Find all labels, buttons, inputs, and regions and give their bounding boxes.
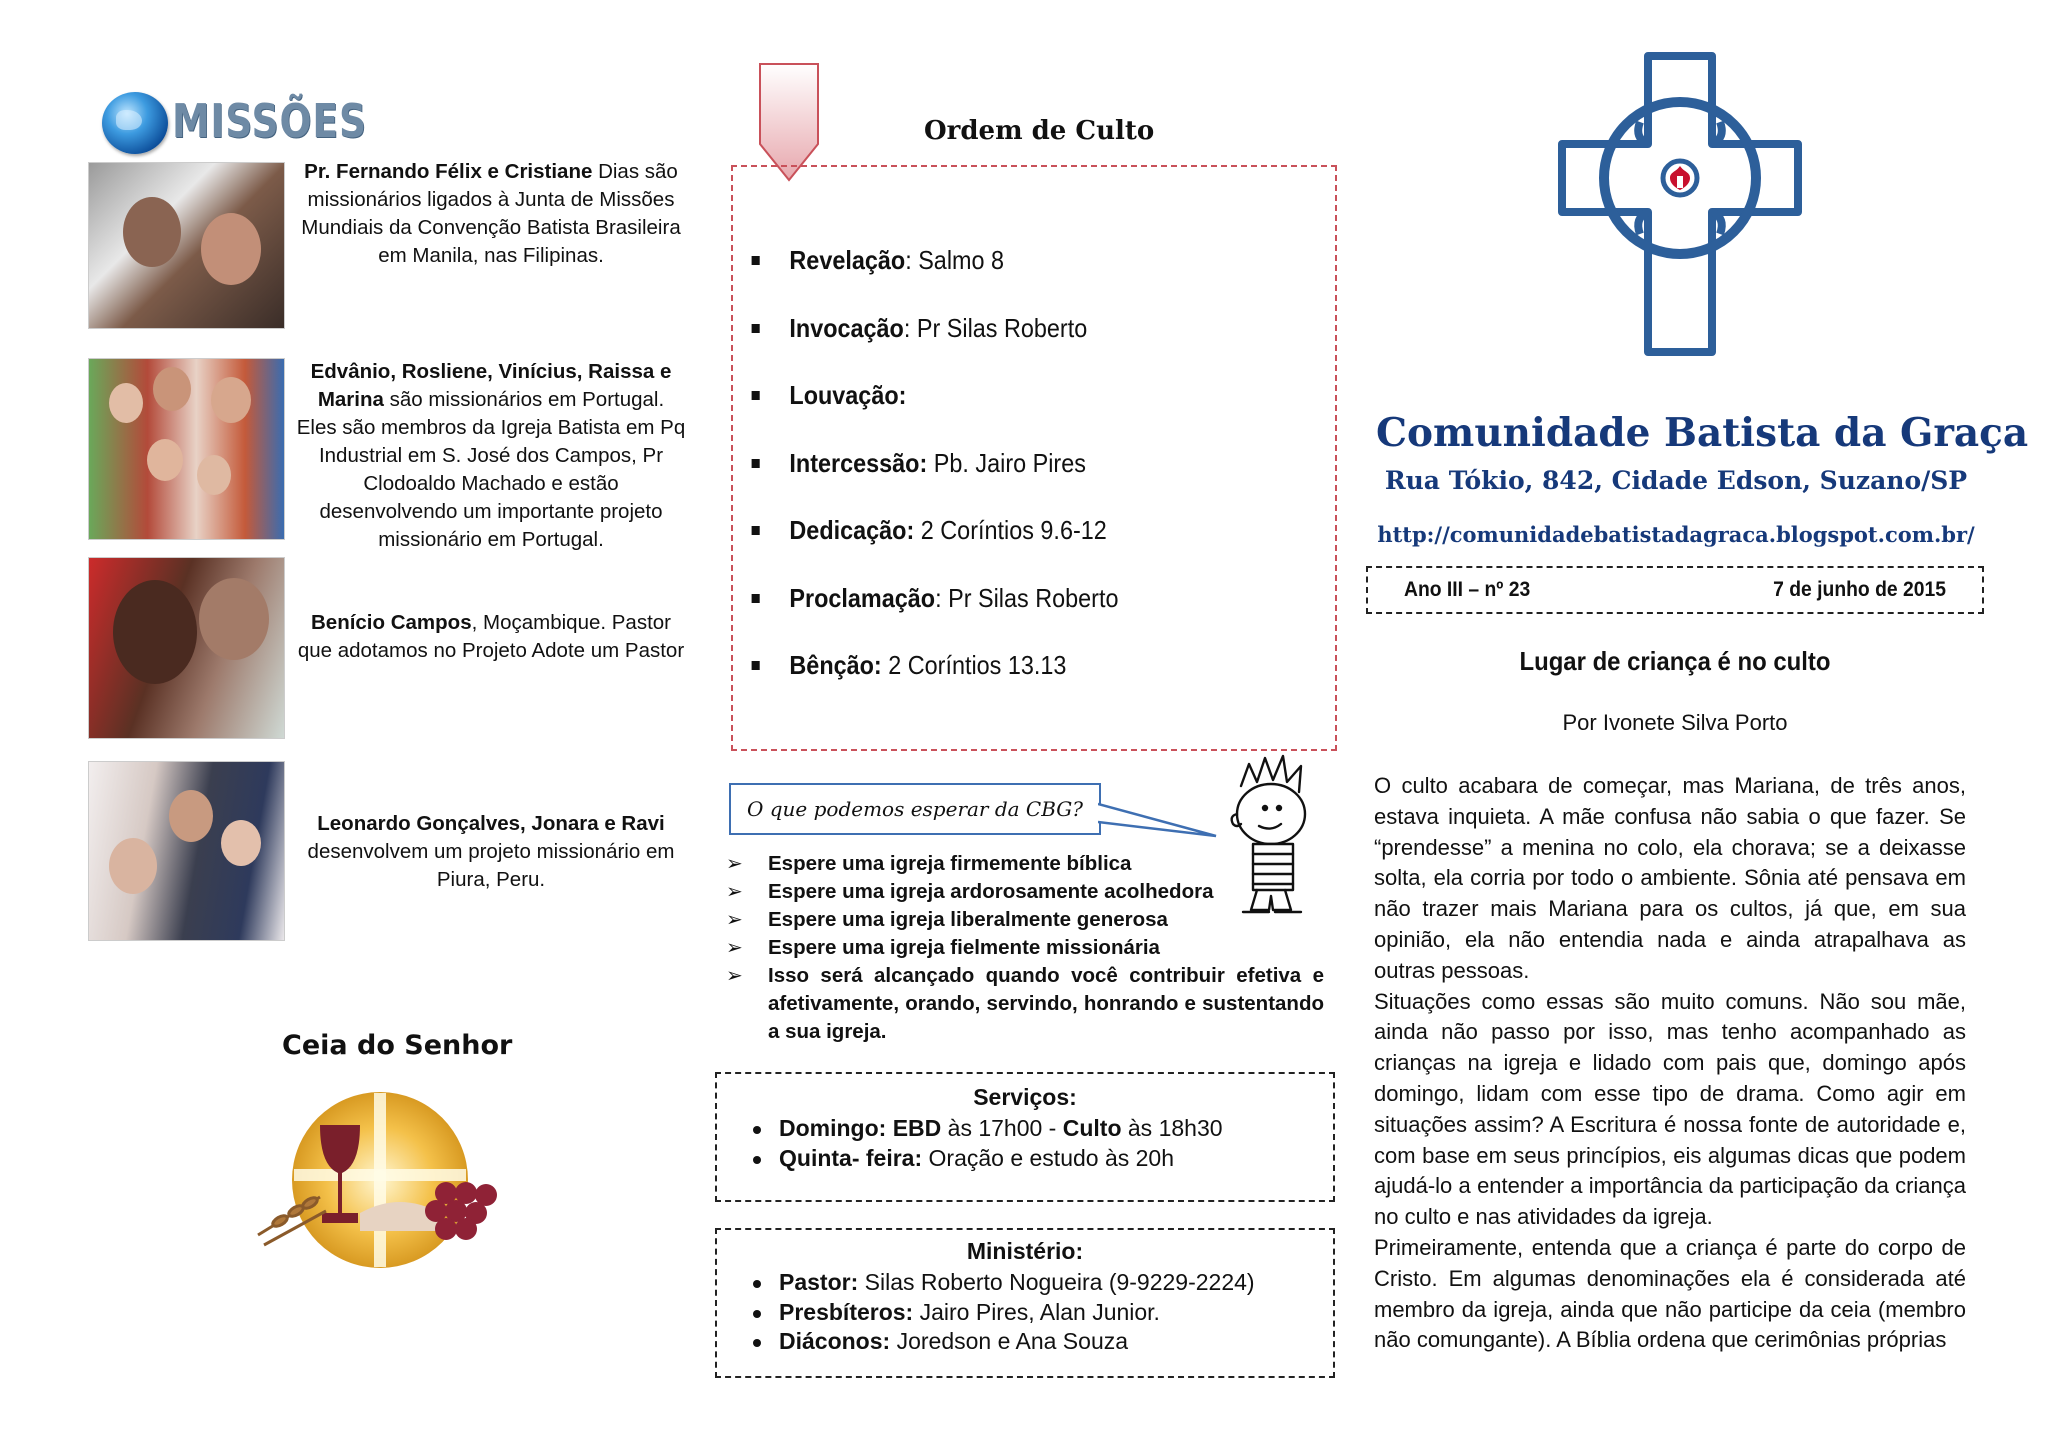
article-title: Lugar de criança é no culto [1519, 646, 1831, 676]
ordem-item-value: Pr Silas Roberto [916, 312, 1088, 343]
missionary-photo-3 [88, 557, 285, 739]
speech-bubble-text: O que podemos esperar da CBG? [746, 797, 1084, 821]
ordem-item [748, 445, 1252, 513]
servicos-part: Culto [1062, 1115, 1122, 1141]
ordem-item-label: Revelação [789, 245, 906, 275]
ministerio-list [735, 1268, 1325, 1357]
expect-item: ➢ Espere uma igreja fielmente missionária [724, 934, 1324, 962]
ordem-item-label: Proclamação [789, 582, 936, 613]
communion-icon [250, 1085, 510, 1275]
expect-item: ➢ Espere uma igreja firmemente bíblica [724, 850, 1324, 878]
expect-item: ➢ Espere uma igreja ardorosamente acolhedora [724, 878, 1324, 906]
ministerio-label: Pastor: [779, 1269, 859, 1295]
ordem-item [748, 242, 1252, 310]
ordem-item [748, 512, 1252, 580]
missionary-bio-2 [296, 358, 686, 554]
church-url-link[interactable]: http://comunidadebatistadagraca.blogspot.com.br/ [1377, 522, 1975, 547]
missionary-bio-1 [296, 158, 686, 270]
celtic-cross-logo [1540, 50, 1820, 360]
ministerio-item [735, 1327, 1325, 1357]
ordem-item-label: Intercessão: [789, 447, 928, 478]
missionary-name: Benício Campos [310, 611, 472, 634]
globe-icon [102, 92, 168, 154]
missionary-name: Pr. Fernando Félix e Cristiane [304, 160, 593, 183]
missionary-photo-1 [88, 162, 285, 329]
missionary-name: Leonardo Gonçalves, Jonara e Ravi [317, 812, 665, 835]
servicos-list [735, 1114, 1325, 1173]
speech-bubble-tail [1098, 800, 1218, 840]
missionary-text: , Moçambique. Pastor que adotamos no Projeto Adote um Pastor [297, 611, 685, 662]
ordem-item-sep: : [905, 245, 919, 275]
servicos-part: Domingo: EBD [779, 1115, 942, 1141]
article-author: Por Ivonete Silva Porto [1562, 710, 1788, 735]
servicos-item [735, 1144, 1325, 1174]
missionary-text: desenvolvem um projeto missionário em Piura, Peru. [307, 840, 675, 891]
servicos-item [735, 1114, 1325, 1144]
edition-date: 7 de junho de 2015 [1773, 578, 1946, 601]
bookmark-icon [756, 62, 822, 182]
ordem-item-sep: : [935, 582, 949, 613]
ordem-item-label: Bênção: [789, 650, 882, 680]
ordem-item [748, 377, 1252, 445]
ministerio-value: Joredson e Ana Souza [890, 1328, 1129, 1354]
church-address: Rua Tókio, 842, Cidade Edson, Suzano/SP [1384, 466, 1968, 495]
ordem-item-value: 2 Coríntios 9.6-12 [920, 515, 1107, 545]
missionary-bio-3 [296, 609, 686, 665]
ordem-item-value: Salmo 8 [918, 245, 1005, 275]
missionary-text: Dias são missionários ligados à Junta de Missões Mundiais da Convenção Batista Brasileira em Manila, nas Filipinas. [301, 160, 681, 267]
edition-number: Ano III – nº 23 [1404, 578, 1531, 601]
servicos-part: Oração e estudo às 20h [922, 1144, 1175, 1171]
ceia-title: Ceia do Senhor [282, 1030, 513, 1061]
article-paragraph: O culto acabara de começar, mas Mariana, de três anos, estava inquieta. A mãe confusa não sabia o que fazer. Se “prendesse” a menina no colo, ela chorava; se a deixasse solta, ela corria por todo o ambiente. Sônia até pensava em não trazer mais Mariana para os cultos, já que, em sua opinião, ela não entendia nada e ainda atrapalhava as outras pessoas. [1374, 773, 1966, 983]
ministerio-title: Ministério: [966, 1238, 1084, 1264]
article-paragraph: Primeiramente, entenda que a criança é parte do corpo de Cristo. Em algumas denominações ela é considerada até membro da igreja, ainda que não participe da ceia (membro não comungante). A Bíblia ordena que cerimônias próprias [1374, 1234, 1966, 1353]
servicos-part: às 18h30 [1121, 1115, 1223, 1141]
ordem-item-sep: : [903, 312, 917, 343]
ordem-item [748, 580, 1252, 648]
article-paragraph: Situações como essas são muito comuns. Não sou mãe, ainda não passo por isso, mas tenho acompanhado as crianças na igreja e lidado com pais que, domingo após domingo, lidam com esse tipo de drama. Como agir em situações assim? A Escritura é nossa fonte de autoridade e, com base em seus princípios, eis algumas dicas que podem ajudá-lo a entender a importância da participação da criança no culto e nas atividades da igreja. [1374, 988, 1966, 1230]
servicos-box [715, 1072, 1335, 1202]
missoes-logo [100, 88, 367, 158]
ordem-de-culto-title: Ordem de Culto [924, 116, 1155, 146]
ordem-item [748, 310, 1252, 378]
missionary-photo-2 [88, 358, 285, 540]
expect-list [724, 850, 1324, 1046]
article-body [1374, 771, 1966, 1356]
ordem-item-value: Pr Silas Roberto [948, 582, 1119, 613]
ordem-item-label: Invocação [789, 312, 904, 343]
servicos-part: às 17h00 - [941, 1115, 1063, 1141]
ministerio-value: Jairo Pires, Alan Junior. [913, 1298, 1160, 1325]
missionary-photo-4 [88, 761, 285, 941]
ordem-item [748, 647, 1252, 715]
missoes-logo-text: MISSÕES [172, 94, 367, 148]
ordem-de-culto-list [748, 242, 1308, 715]
missionary-bio-4 [296, 810, 686, 894]
servicos-title: Serviços: [973, 1084, 1077, 1110]
expect-item: ➢ Espere uma igreja liberalmente generosa [724, 906, 1324, 934]
ministerio-item [735, 1298, 1325, 1328]
ordem-item-label: Dedicação: [789, 515, 915, 545]
servicos-part: Quinta- feira: [779, 1144, 923, 1171]
missionary-text: são missionários em Portugal. Eles são membros da Igreja Batista em Pq Industrial em S. José dos Campos, Pr Clodoaldo Machado e estão desenvolvendo um importante projeto missionário em Portugal. [296, 388, 686, 551]
missionary-name: Edvânio, Rosliene, Vinícius, Raissa e Marina [310, 360, 672, 411]
ordem-item-value: Pb. Jairo Pires [933, 447, 1086, 478]
church-name: Comunidade Batista da Graça [1376, 410, 2029, 456]
ordem-item-label: Louvação: [789, 380, 907, 410]
expect-item: ➢ Isso será alcançado quando você contribuir efetiva e afetivamente, orando, servindo, honrando e sustentando a sua igreja. [724, 962, 1324, 1046]
ordem-item-value: 2 Coríntios 13.13 [888, 650, 1067, 680]
ministerio-value: Silas Roberto Nogueira (9-9229-2224) [858, 1269, 1255, 1295]
ministerio-item [735, 1268, 1325, 1298]
ministerio-label: Presbíteros: [779, 1298, 914, 1325]
ministerio-box [715, 1228, 1335, 1378]
ministerio-label: Diáconos: [779, 1328, 891, 1354]
